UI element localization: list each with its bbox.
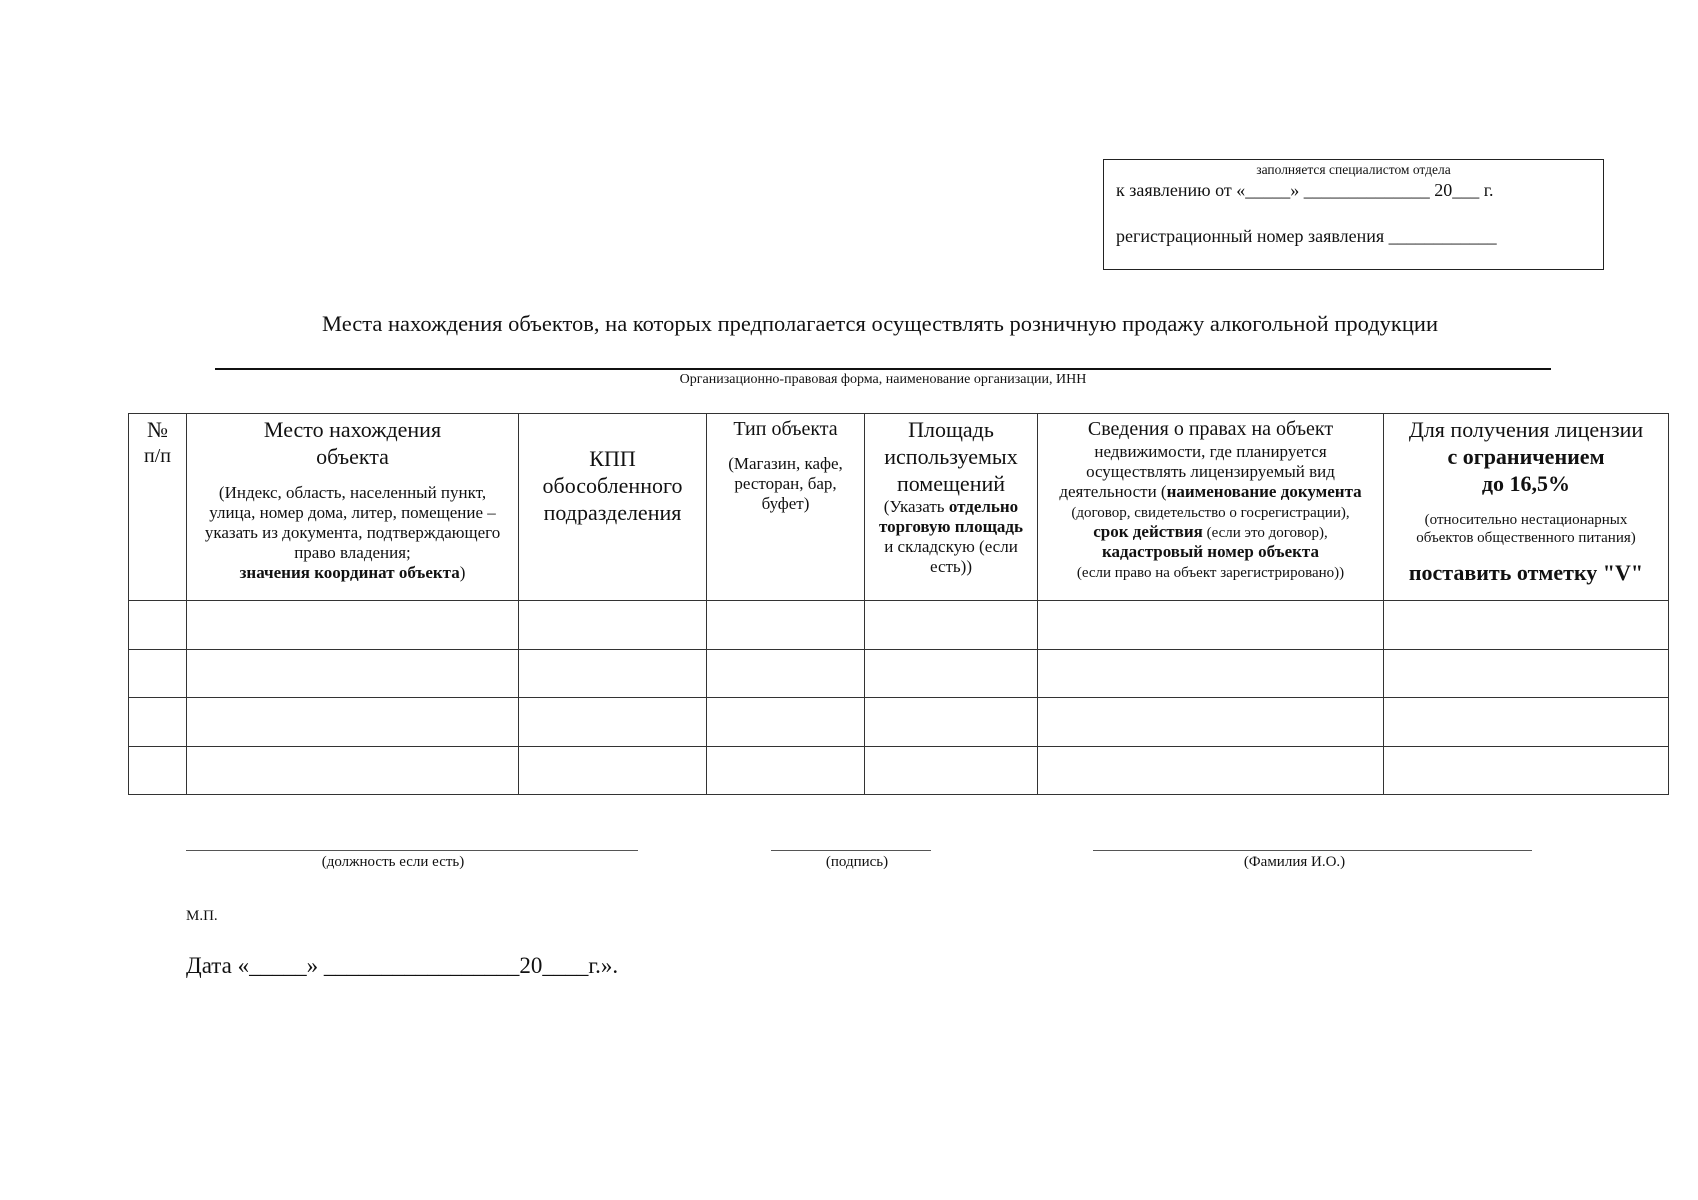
table-header-row (129, 414, 1669, 601)
table-cell[interactable] (865, 698, 1038, 747)
table-cell[interactable] (187, 601, 519, 650)
table-cell[interactable] (1038, 746, 1384, 795)
table-row (129, 698, 1669, 747)
header-rights: Сведения о правах на объект недвижимости, где планируется осуществлять лицензируемый вид деятельности (наименование документа (договор, свидетельство о госрегистрации), срок действия (если это договор), кадастровый номер объекта (если право на объект зарегистрировано)) (1038, 414, 1384, 601)
table-cell[interactable] (1384, 601, 1669, 650)
position-caption: (должность если есть) (321, 854, 465, 870)
stamp-label: М.П. (186, 908, 218, 924)
header-number: № п/п (129, 414, 187, 601)
signature-caption: (подпись) (825, 854, 889, 870)
table-cell[interactable] (1384, 698, 1669, 747)
table-cell[interactable] (129, 698, 187, 747)
table-cell[interactable] (865, 746, 1038, 795)
table-cell[interactable] (1384, 649, 1669, 698)
application-date-line: к заявлению от «_____» ______________ 20___ г. (1116, 180, 1494, 200)
table-cell[interactable] (707, 649, 865, 698)
name-caption: (Фамилия И.О.) (1243, 854, 1346, 870)
table-cell[interactable] (865, 649, 1038, 698)
name-signature-line[interactable] (1093, 850, 1532, 851)
date-line: Дата «_____» _________________20____г.». (186, 953, 619, 978)
header-area-note: (Указать отдельно торговую площадь и складскую (если есть)) (878, 497, 1024, 576)
table-cell[interactable] (519, 649, 707, 698)
table-cell[interactable] (707, 746, 865, 795)
table-cell[interactable] (865, 601, 1038, 650)
header-location-note: (Индекс, область, населенный пункт, улица, номер дома, литер, помещение – указать из документа, подтверждающего право владения; значения координат объекта) (204, 483, 501, 582)
table-cell[interactable] (519, 601, 707, 650)
header-kpp: КПП обособленного подразделения (519, 414, 707, 601)
registration-box-caption: заполняется специалистом отдела (1256, 162, 1451, 177)
table-cell[interactable] (707, 698, 865, 747)
table-cell[interactable] (1384, 746, 1669, 795)
table-cell[interactable] (129, 746, 187, 795)
organization-field-caption: Организационно-правовая форма, наименование организации, ИНН (679, 372, 1087, 387)
page-title: Места нахождения объектов, на которых предполагается осуществлять розничную продажу алкогольной продукции (322, 311, 1438, 336)
table-cell[interactable] (187, 746, 519, 795)
table-row (129, 746, 1669, 795)
table-cell[interactable] (1038, 601, 1384, 650)
table-cell[interactable] (707, 601, 865, 650)
header-location-title: Место нахождения объекта (263, 417, 442, 469)
table-cell[interactable] (1038, 698, 1384, 747)
header-object-type: Тип объекта (Магазин, кафе, ресторан, бар, буфет) (707, 414, 865, 601)
header-license: Для получения лицензии с ограничением до 16,5% (относительно нестационарных объектов общественного питания) поставить отметку "V" (1384, 414, 1669, 601)
signature-line[interactable] (771, 850, 931, 851)
table-cell[interactable] (129, 601, 187, 650)
header-location (187, 414, 519, 601)
table-cell[interactable] (187, 649, 519, 698)
registration-number-line: регистрационный номер заявления ____________ (1116, 226, 1497, 246)
registration-box (1103, 159, 1604, 270)
header-area: Площадь используемых помещений (Указать отдельно торговую площадь и складскую (если есть)) (865, 414, 1038, 601)
table-cell[interactable] (519, 746, 707, 795)
table-cell[interactable] (129, 649, 187, 698)
table-row (129, 649, 1669, 698)
position-signature-line[interactable] (186, 850, 638, 851)
table-cell[interactable] (1038, 649, 1384, 698)
objects-table (128, 413, 1669, 795)
organization-field-line[interactable] (215, 368, 1551, 370)
table-row (129, 601, 1669, 650)
table-cell[interactable] (519, 698, 707, 747)
table-cell[interactable] (187, 698, 519, 747)
header-rights-note: недвижимости, где планируется осуществлять лицензируемый вид деятельности (наименование документа (договор, свидетельство о госрегистрации), срок действия (если это договор), кадастровый номер объекта (если право на объект зарегистрировано)) (1059, 442, 1362, 581)
